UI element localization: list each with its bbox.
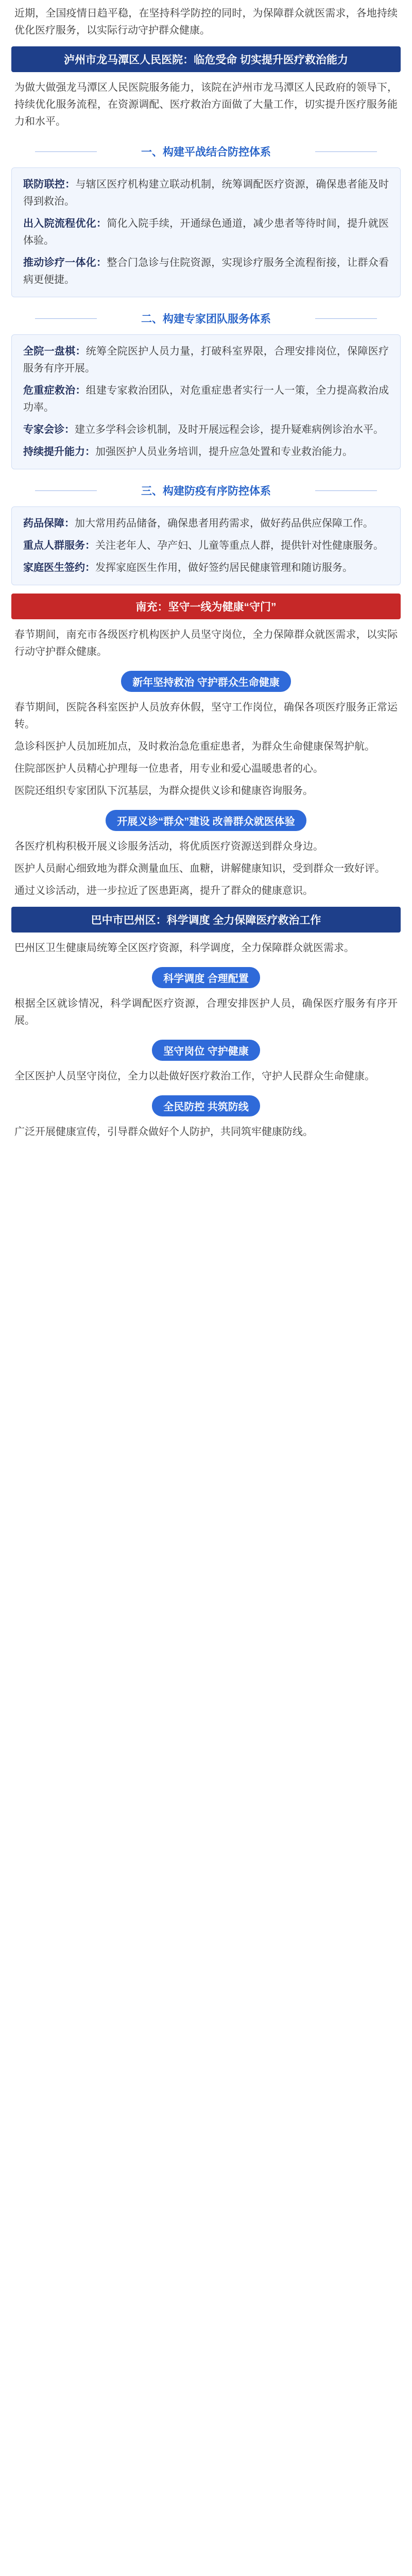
card1-item-2-title: 出入院流程优化： [23,218,107,229]
section2-sub1-p1: 春节期间，医院各科室医护人员放弃休假，坚守工作岗位，确保各项医疗服务正常运转。 [14,702,398,730]
section2-sub1-p4: 医院还组织专家团队下沉基层，为群众提供义诊和健康咨询服务。 [14,785,313,796]
intro-paragraph: 近期，全国疫情日趋平稳，在坚持科学防控的同时，为保障群众就医需求，各地持续优化医疗服务，以实际行动守护群众健康。 [14,8,398,36]
section2-subtitle-2: 开展义诊“群众”建设 改善群众就医体验 [106,810,306,831]
card2-item-3-title: 专家会诊： [23,424,75,435]
card-2 [11,334,401,469]
card2-item-4 [23,444,389,461]
section-banner-1: 泸州市龙马潭区人民医院：临危受命 切实提升医疗救治能力 [11,46,401,72]
card3-item-3 [23,560,389,577]
section3-subtitle-2: 坚守岗位 守护健康 [152,1040,260,1061]
section2-subtitle-1: 新年坚持救治 守护群众生命健康 [121,671,291,692]
card1-item-3-text: 整合门急诊与住院资源，实现诊疗服务全流程衔接，让群众看病更便捷。 [23,257,389,285]
card1-item-2-text: 简化入院手续，开通绿色通道，减少患者等待时间，提升就医体验。 [23,218,389,246]
section-banner-2: 南充：坚守一线为健康“守门” [11,594,401,619]
section2-sub1-p3: 住院部医护人员精心护理每一位患者，用专业和爱心温暖患者的心。 [14,763,323,774]
section-banner-3: 巴中市巴州区：科学调度 全力保障医疗救治工作 [11,907,401,933]
card3-item-1-text: 加大常用药品储备，确保患者用药需求，做好药品供应保障工作。 [75,518,373,529]
card2-item-3 [23,421,389,438]
card2-item-2-title: 危重症救治： [23,385,86,396]
card2-item-2 [23,382,389,416]
card3-item-1-title: 药品保障： [23,518,75,529]
card1-item-1-text: 与辖区医疗机构建立联动机制，统筹调配医疗资源，确保患者能及时得到救治。 [23,179,389,207]
section2-sub2-p1: 各医疗机构积极开展义诊服务活动，将优质医疗资源送到群众身边。 [14,841,323,852]
subsection-heading-2: 二、构建专家团队服务体系 [14,311,398,326]
card2-item-1 [23,343,389,377]
card3-item-2-title: 重点人群服务： [23,540,95,551]
card2-item-1-text: 统筹全院医护人员力量，打破科室界限，合理安排岗位，保障医疗服务有序开展。 [23,346,389,374]
card-3 [11,506,401,585]
section3-lead: 巴州区卫生健康局统筹全区医疗资源，科学调度，全力保障群众就医需求。 [14,942,354,954]
card2-item-3-text: 建立多学科会诊机制，及时开展远程会诊，提升疑难病例诊治水平。 [75,424,384,435]
section2-lead: 春节期间，南充市各级医疗机构医护人员坚守岗位，全力保障群众就医需求，以实际行动守护群众健康。 [14,629,398,657]
section1-lead: 为做大做强龙马潭区人民医院服务能力，该院在泸州市龙马潭区人民政府的领导下，持续优化服务流程，在资源调配、医疗救治方面做了大量工作，切实提升医疗服务能力和水平。 [14,82,398,127]
subsection-heading-1: 一、构建平战结合防控体系 [14,144,398,159]
section3-sub3-p1: 广泛开展健康宣传，引导群众做好个人防护，共同筑牢健康防线。 [14,1126,313,1138]
card3-item-3-title: 家庭医生签约： [23,562,95,573]
section2-sub2-p3: 通过义诊活动，进一步拉近了医患距离，提升了群众的健康意识。 [14,885,313,896]
section3-subtitle-1: 科学调度 合理配置 [152,967,260,988]
card1-item-2 [23,215,389,249]
card3-item-2-text: 关注老年人、孕产妇、儿童等重点人群，提供针对性健康服务。 [95,540,384,551]
card1-item-1 [23,176,389,210]
section2-sub1-p2: 急诊科医护人员加班加点，及时救治急危重症患者，为群众生命健康保驾护航。 [14,741,375,752]
card-1 [11,167,401,297]
card1-item-1-title: 联防联控： [23,179,76,190]
card3-item-1 [23,515,389,532]
section3-sub2-p1: 全区医护人员坚守岗位，全力以赴做好医疗救治工作，守护人民群众生命健康。 [14,1071,375,1082]
card1-item-3-title: 推动诊疗一体化： [23,257,107,268]
subsection-heading-3: 三、构建防疫有序防控体系 [14,483,398,498]
card3-item-2 [23,537,389,554]
card3-item-3-text: 发挥家庭医生作用，做好签约居民健康管理和随访服务。 [95,562,353,573]
card1-item-3 [23,255,389,289]
card2-item-2-text: 组建专家救治团队，对危重症患者实行一人一策，全力提高救治成功率。 [23,385,389,413]
card2-item-1-title: 全院一盘棋： [23,346,86,357]
section2-sub2-p2: 医护人员耐心细致地为群众测量血压、血糖，讲解健康知识，受到群众一致好评。 [14,863,385,874]
section3-subtitle-3: 全民防控 共筑防线 [152,1095,260,1116]
section3-sub1-p1: 根据全区就诊情况，科学调配医疗资源，合理安排医护人员，确保医疗服务有序开展。 [14,998,398,1026]
card2-item-4-title: 持续提升能力： [23,446,95,457]
card2-item-4-text: 加强医护人员业务培训，提升应急处置和专业救治能力。 [95,446,353,457]
